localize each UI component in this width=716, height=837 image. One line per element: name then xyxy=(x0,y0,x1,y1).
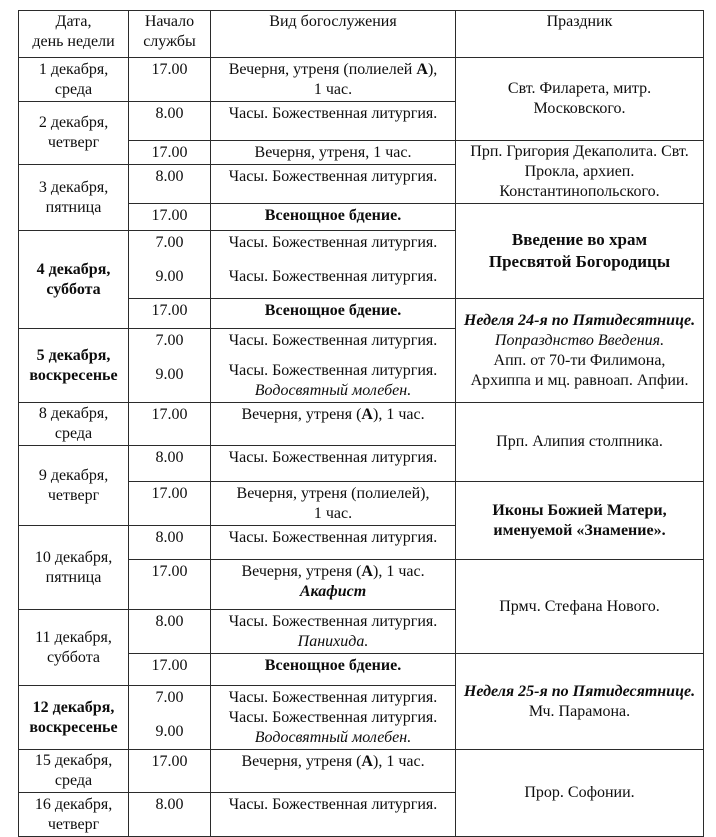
service-line: Всенощное бдение. xyxy=(264,657,402,674)
time-value: 8.00 xyxy=(155,105,184,122)
date-cell-10-dec xyxy=(19,526,129,610)
time-value: 8.00 xyxy=(155,449,184,466)
time-cell xyxy=(129,403,211,446)
service-line: Акафист xyxy=(299,583,367,600)
header-date-line2: день недели xyxy=(32,33,115,50)
header-service-label: Вид богослужения xyxy=(269,13,397,30)
service-line xyxy=(214,60,452,80)
feast-cell xyxy=(456,750,704,837)
date-line: 12 декабря, xyxy=(32,698,115,716)
service-line: Часы. Божественная литургия. xyxy=(228,689,438,706)
service-cell xyxy=(211,165,456,204)
service-line: 1 час. xyxy=(313,81,353,98)
header-feast-label: Праздник xyxy=(546,13,613,30)
date-cell-1-dec xyxy=(19,58,129,102)
date-line: 5 декабря, xyxy=(36,346,111,364)
service-line: Часы. Божественная литургия. xyxy=(228,796,438,813)
text-segment-bold: А xyxy=(361,753,373,770)
feast-line: Константинопольского. xyxy=(499,183,660,200)
service-cell xyxy=(211,482,456,526)
date-cell-11-dec xyxy=(19,610,129,686)
feast-cell-znamenie xyxy=(456,482,704,560)
service-line: Часы. Божественная литургия. xyxy=(228,449,438,466)
date-line: воскресенье xyxy=(29,718,118,736)
time-value: 17.00 xyxy=(151,753,188,770)
date-line: пятница xyxy=(45,198,102,216)
service-line: Часы. Божественная литургия. xyxy=(228,105,438,122)
service-line xyxy=(214,752,452,772)
time-value: 17.00 xyxy=(151,144,188,161)
time-cell xyxy=(129,204,211,231)
time-cell xyxy=(129,165,211,204)
feast-cell-vvedenie xyxy=(456,204,704,299)
service-line: Часы. Божественная литургия. xyxy=(228,234,438,251)
table-row xyxy=(19,750,704,793)
service-cell xyxy=(211,299,456,329)
date-line: среда xyxy=(54,772,93,789)
text-segment: ), 1 час. xyxy=(372,753,425,770)
feast-line: Неделя 24-я по Пятидесятнице. xyxy=(463,311,696,329)
time-value: 17.00 xyxy=(151,207,188,224)
text-segment: ), xyxy=(427,61,438,78)
date-line: 11 декабря, xyxy=(35,628,112,646)
header-service xyxy=(211,11,456,58)
service-line: Часы. Божественная литургия. xyxy=(228,268,438,285)
feast-line: Московского. xyxy=(533,100,626,117)
header-date xyxy=(19,11,129,58)
date-line: 15 декабря, xyxy=(34,752,113,769)
text-segment-bold: А xyxy=(361,563,373,580)
feast-cell-week25 xyxy=(456,654,704,750)
time-value: 9.00 xyxy=(155,366,184,383)
feast-line: именуемой «Знамение». xyxy=(493,521,666,539)
date-cell-8-dec xyxy=(19,403,129,446)
feast-line: Неделя 25-я по Пятидесятнице. xyxy=(463,682,696,700)
feast-line: Прокла, архиеп. xyxy=(524,163,635,180)
date-cell-2-dec xyxy=(19,102,129,165)
date-cell-9-dec xyxy=(19,446,129,526)
date-line: пятница xyxy=(45,568,102,586)
text-segment: Вечерня, утреня ( xyxy=(241,753,362,770)
date-line: четверг xyxy=(47,815,100,833)
time-value: 7.00 xyxy=(155,332,184,349)
header-date-line1: Дата, xyxy=(55,13,92,30)
time-value: 8.00 xyxy=(155,796,184,813)
service-cell xyxy=(211,58,456,102)
date-line: 16 декабря, xyxy=(34,795,113,813)
service-line: Вечерня, утреня, 1 час. xyxy=(254,144,412,161)
feast-line: Попразднство Введения. xyxy=(494,331,665,349)
feast-cell xyxy=(456,560,704,654)
date-line: среда xyxy=(54,425,93,442)
service-cell xyxy=(211,610,456,654)
header-time xyxy=(129,11,211,58)
date-line: воскресенье xyxy=(29,366,118,384)
service-line: Часы. Божественная литургия. xyxy=(228,362,438,379)
service-cell xyxy=(211,750,456,793)
service-line: Панихида. xyxy=(297,633,369,650)
date-line: 1 декабря, xyxy=(38,60,109,78)
table-row xyxy=(19,403,704,446)
header-time-line1: Начало xyxy=(144,13,195,30)
time-value: 8.00 xyxy=(155,168,184,185)
time-cell xyxy=(129,299,211,329)
service-cell xyxy=(211,793,456,837)
service-line: 1 час. xyxy=(313,505,353,522)
time-cell xyxy=(129,329,211,403)
feast-line: Прп. Алипия столпника. xyxy=(496,433,663,450)
text-segment: ), 1 час. xyxy=(372,563,425,580)
date-line: 4 декабря, xyxy=(36,260,111,278)
feast-line: Прор. Софонии. xyxy=(524,784,635,801)
table-row xyxy=(19,58,704,102)
time-value: 17.00 xyxy=(151,302,188,319)
feast-cell xyxy=(456,403,704,482)
service-cell xyxy=(211,686,456,750)
text-segment: Вечерня, утреня ( xyxy=(241,406,362,423)
service-line: Вечерня, утреня (полиелей), xyxy=(236,485,430,502)
time-value: 7.00 xyxy=(155,689,184,706)
text-segment-bold: А xyxy=(416,61,428,78)
service-line: Часы. Божественная литургия. xyxy=(228,332,438,349)
text-segment: Вечерня, утреня ( xyxy=(241,563,362,580)
date-line: среда xyxy=(54,80,93,98)
date-line: суббота xyxy=(46,648,101,666)
service-cell xyxy=(211,526,456,560)
time-value: 8.00 xyxy=(155,529,184,546)
service-schedule-table xyxy=(18,10,704,837)
service-cell xyxy=(211,560,456,610)
time-cell xyxy=(129,526,211,560)
date-cell-12-dec xyxy=(19,686,129,750)
schedule-page xyxy=(0,10,716,833)
service-line: Всенощное бдение. xyxy=(264,207,402,224)
feast-line: Мч. Парамона. xyxy=(528,702,631,720)
date-line: четверг xyxy=(47,486,100,504)
feast-cell xyxy=(456,58,704,141)
feast-cell xyxy=(456,141,704,204)
feast-line: Апп. от 70-ти Филимона, xyxy=(493,351,666,369)
time-cell xyxy=(129,793,211,837)
time-value: 17.00 xyxy=(151,61,188,78)
header-time-line2: службы xyxy=(143,33,196,50)
service-line xyxy=(214,405,452,425)
time-value: 17.00 xyxy=(151,657,188,674)
time-value: 9.00 xyxy=(155,268,184,285)
date-line: 8 декабря, xyxy=(38,405,109,422)
date-cell-15-dec xyxy=(19,750,129,793)
time-cell xyxy=(129,610,211,654)
date-line: 10 декабря, xyxy=(34,548,113,566)
service-line: Водосвятный молебен. xyxy=(254,729,412,746)
service-line: Часы. Божественная литургия. xyxy=(228,168,438,185)
date-line: 9 декабря, xyxy=(38,466,109,484)
header-feast xyxy=(456,11,704,58)
service-cell xyxy=(211,141,456,165)
date-cell-4-dec xyxy=(19,231,129,329)
service-cell xyxy=(211,102,456,141)
time-cell xyxy=(129,231,211,299)
service-cell xyxy=(211,204,456,231)
service-line: Водосвятный молебен. xyxy=(254,382,412,399)
feast-line: Прмч. Стефана Нового. xyxy=(499,597,660,615)
time-value: 8.00 xyxy=(155,613,184,630)
time-cell xyxy=(129,482,211,526)
service-line: Часы. Божественная литургия. xyxy=(228,529,438,546)
date-cell-5-dec xyxy=(19,329,129,403)
time-value: 17.00 xyxy=(151,485,188,502)
date-line: четверг xyxy=(47,134,100,151)
date-line: 2 декабря, xyxy=(38,114,109,131)
time-cell xyxy=(129,654,211,686)
feast-line: Пресвятой Богородицы xyxy=(488,252,671,271)
text-segment: ), 1 час. xyxy=(372,406,425,423)
text-segment-bold: А xyxy=(361,406,373,423)
time-cell xyxy=(129,750,211,793)
service-cell xyxy=(211,446,456,482)
date-line: 3 декабря, xyxy=(38,178,109,196)
service-line: Часы. Божественная литургия. xyxy=(228,613,438,630)
feast-line: Введение во храм xyxy=(511,230,648,249)
date-line: суббота xyxy=(46,280,101,298)
feast-cell-week24 xyxy=(456,299,704,403)
header-row xyxy=(19,11,704,58)
feast-line: Прп. Григория Декаполита. Свт. xyxy=(470,143,689,160)
time-cell xyxy=(129,102,211,141)
feast-line: Свт. Филарета, митр. xyxy=(507,80,652,97)
service-cell xyxy=(211,329,456,403)
time-cell xyxy=(129,58,211,102)
service-line xyxy=(214,562,452,582)
time-cell xyxy=(129,446,211,482)
feast-line: Архиппа и мц. равноап. Апфии. xyxy=(470,371,689,389)
time-value: 17.00 xyxy=(151,406,188,423)
time-value: 9.00 xyxy=(155,723,184,740)
time-cell xyxy=(129,686,211,750)
service-line: Часы. Божественная литургия. xyxy=(228,709,438,726)
feast-line: Иконы Божией Матери, xyxy=(492,501,667,519)
date-cell-16-dec xyxy=(19,793,129,837)
date-cell-3-dec xyxy=(19,165,129,231)
service-cell xyxy=(211,231,456,299)
time-value: 17.00 xyxy=(151,563,188,580)
time-cell xyxy=(129,141,211,165)
service-cell xyxy=(211,654,456,686)
service-line: Всенощное бдение. xyxy=(264,302,402,319)
service-cell xyxy=(211,403,456,446)
time-cell xyxy=(129,560,211,610)
text-segment: Вечерня, утреня (полиелей xyxy=(228,61,417,78)
time-value: 7.00 xyxy=(155,234,184,251)
